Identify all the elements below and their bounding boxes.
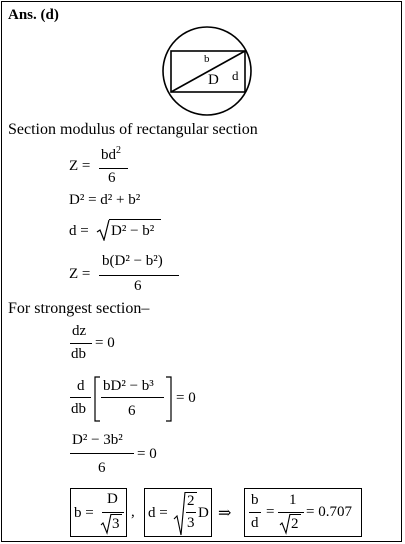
ratio-frac-denominator-radicand: 2 — [291, 516, 299, 532]
b-sqrt-overbar — [111, 514, 122, 515]
dd-rhs: = 0 — [176, 390, 196, 406]
d-rad-denominator: 3 — [187, 515, 195, 531]
right-bracket-icon — [165, 376, 173, 422]
ratio-value: = 0.707 — [306, 504, 352, 520]
z-fraction-bar — [99, 168, 128, 169]
z2-lhs: Z = — [69, 266, 91, 282]
d-radicand: D² − b² — [111, 223, 155, 239]
z-denominator: 6 — [108, 170, 116, 186]
e3-denominator: 6 — [98, 460, 106, 476]
equation-pythagoras: D² = d² + b² — [69, 192, 141, 208]
e3-numerator: D² − 3b² — [72, 432, 123, 448]
answer-panel — [1, 1, 402, 542]
result-d-box — [144, 488, 212, 537]
dz-fraction-bar — [70, 343, 92, 344]
strongest-section-text: For strongest section– — [8, 300, 150, 317]
d-lhs: d = — [69, 223, 89, 239]
rectangle-in-circle-figure — [160, 24, 255, 119]
dd-inner-denominator: 6 — [128, 403, 136, 419]
left-bracket-icon — [93, 376, 101, 422]
dz-denominator: db — [71, 346, 86, 362]
sqrt-icon — [173, 491, 186, 536]
d-result-lhs: d = — [148, 505, 168, 521]
dz-numerator: dz — [72, 323, 87, 339]
result-separator: , — [131, 504, 135, 520]
d-result-tail: D — [198, 505, 209, 521]
sqrt-icon — [100, 513, 112, 535]
e3-rhs: = 0 — [137, 446, 157, 462]
ratio-sqrt-overbar — [290, 514, 301, 515]
section-modulus-text: Section modulus of rectangular section — [8, 121, 258, 138]
z-num-base: bd — [101, 147, 116, 163]
label-d: d — [232, 68, 239, 83]
z2-numerator: b(D² − b²) — [102, 253, 163, 269]
ratio-denominator: d — [251, 515, 259, 531]
ratio-fraction-bar — [249, 512, 261, 513]
result-b-box — [70, 488, 127, 537]
b-denominator-radicand: 3 — [112, 516, 120, 532]
dd-denominator: db — [71, 401, 86, 417]
ratio-frac-numerator: 1 — [289, 492, 297, 508]
answer-heading: Ans. (d) — [8, 7, 59, 23]
z-lhs: Z = — [69, 158, 91, 174]
ratio-equals: = — [266, 504, 275, 520]
z-numerator — [101, 147, 121, 164]
dd-inner-fraction-bar — [101, 397, 164, 398]
dd-fraction-bar — [70, 397, 91, 398]
dz-rhs: = 0 — [95, 335, 115, 351]
sqrt-overbar — [109, 219, 161, 220]
dd-inner-numerator: bD² − b³ — [103, 378, 154, 394]
z-num-exp: 2 — [116, 145, 121, 156]
b-lhs: b = — [74, 505, 94, 521]
z2-fraction-bar — [99, 275, 179, 276]
label-D: D — [208, 72, 219, 88]
implies-arrow-icon: ⇒ — [218, 505, 232, 522]
result-ratio-box — [244, 488, 362, 537]
sqrt-icon — [96, 219, 110, 241]
sqrt-icon — [279, 513, 291, 535]
label-b: b — [204, 53, 210, 65]
d-rad-fraction-bar — [186, 512, 196, 513]
d-rad-numerator: 2 — [187, 493, 195, 509]
e3-fraction-bar — [70, 453, 134, 454]
b-numerator: D — [107, 491, 118, 507]
ratio-numerator: b — [251, 492, 259, 508]
dd-numerator: d — [77, 378, 85, 394]
z2-denominator: 6 — [134, 278, 142, 294]
